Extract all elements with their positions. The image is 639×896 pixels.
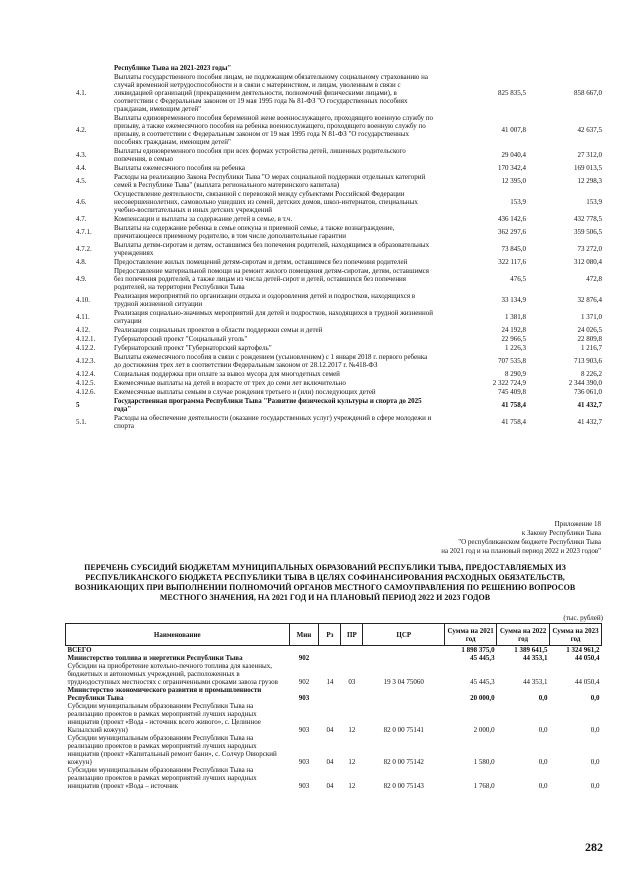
row-value-2023: 41 432,7 xyxy=(577,418,602,426)
row-number: 4.4. xyxy=(76,164,87,172)
cell-min: 903 xyxy=(298,782,310,790)
table-row xyxy=(66,646,602,655)
cell-sum-2022: 0,0 xyxy=(538,758,548,766)
list-row xyxy=(76,353,602,369)
list-row xyxy=(76,397,602,413)
row-value-2023: 1 371,0 xyxy=(581,313,602,321)
row-value-2022: 41 007,8 xyxy=(501,126,526,134)
cell-sum-2021: 1 898 375,0 xyxy=(461,646,495,654)
row-value-2023: 22 809,8 xyxy=(577,335,602,343)
cell-name: Субсидии муниципальным образованиям Республики Тыва на реализацию проектов в рамках мероприятий лучших народных инициатив (проект «Вода - источник всего живого», с. Целинное Кызылский кожуун) xyxy=(67,702,261,734)
table-header-row xyxy=(66,624,602,646)
row-text: Компенсации и выплаты за содержание детей в семье, в т.ч. xyxy=(114,215,293,223)
row-text: Ежемесячные выплаты семьям в случае рождения третьего и (или) последующих детей xyxy=(114,388,376,396)
cell-sum-2023: 0,0 xyxy=(590,726,600,734)
row-number: 4.10. xyxy=(76,296,90,304)
cell-sum-2021: 45 445,3 xyxy=(470,678,495,686)
row-text: Выплаты ежемесячного пособия на ребенка xyxy=(114,164,245,172)
list-row xyxy=(76,164,602,172)
cell-sum-2023: 0,0 xyxy=(590,694,600,702)
cell-sum-2023: 1 324 961,2 xyxy=(566,646,600,654)
cell-min: 902 xyxy=(298,654,310,662)
row-number: 4.12.5. xyxy=(76,379,96,387)
header-min: Мин xyxy=(289,624,319,646)
list-row xyxy=(76,414,602,430)
list-row xyxy=(76,292,602,308)
list-row xyxy=(76,173,602,189)
cell-min: 902 xyxy=(298,678,310,686)
cell-rz xyxy=(319,654,341,662)
row-value-2023: 858 667,0 xyxy=(574,89,602,97)
appendix-header xyxy=(241,520,601,556)
cell-pr xyxy=(341,686,363,702)
units-label: (тыс. рублей) xyxy=(563,614,603,622)
cell-pr: 12 xyxy=(348,758,356,766)
row-text: Реализация социальных проектов в области поддержки семьи и детей xyxy=(114,326,323,334)
list-row xyxy=(76,344,602,352)
row-number: 4.7.1. xyxy=(76,228,92,236)
cell-sum-2022: 0,0 xyxy=(538,782,548,790)
row-text: Ежемесячные выплаты на детей в возрасте от трех до семи лет включительно xyxy=(114,379,346,387)
list-row xyxy=(76,147,602,163)
row-value-2023: 32 876,4 xyxy=(577,296,602,304)
row-text: Выплаты на содержание ребенка в семье опекуна и приемной семье, а также вознаграждение, причитающееся приемному родителю, в том числе дополнительные гарантии xyxy=(114,224,395,240)
row-text: Губернаторский проект "Губернаторский картофель" xyxy=(114,344,272,352)
header-rz: Рз xyxy=(319,624,341,646)
row-value-2023: 42 637,5 xyxy=(577,126,602,134)
list-row xyxy=(76,370,602,378)
row-value-2023: 41 432,7 xyxy=(577,401,602,409)
header-csr: ЦСР xyxy=(363,624,445,646)
list-row xyxy=(76,241,602,257)
row-text: Реализация социально-значимых мероприятий для детей и подростков, находящихся в трудной жизненной ситуации xyxy=(114,309,434,325)
cell-csr: 82 0 00 75141 xyxy=(383,726,424,734)
row-value-2022: 322 117,6 xyxy=(498,258,526,266)
appendix-line-1: Приложение 18 xyxy=(554,520,601,528)
row-value-2023: 472,8 xyxy=(586,275,602,283)
cell-csr xyxy=(363,646,445,655)
page-number: 282 xyxy=(585,840,603,854)
cell-rz: 04 xyxy=(326,758,334,766)
cell-sum-2022: 0,0 xyxy=(538,694,548,702)
row-value-2023: 27 312,0 xyxy=(577,151,602,159)
cell-pr: 12 xyxy=(348,782,356,790)
row-number: 4.7.2. xyxy=(76,245,92,253)
list-row xyxy=(76,326,602,334)
cell-csr: 19 3 04 75060 xyxy=(383,678,424,686)
header-pr: ПР xyxy=(341,624,363,646)
list-heading: Республике Тыва на 2021-2023 годы" xyxy=(114,64,232,72)
cell-rz: 04 xyxy=(326,726,334,734)
row-value-2022: 33 134,9 xyxy=(501,296,526,304)
row-text: Расходы на реализацию Закона Республики Тыва "О мерах социальной поддержки отдельных категорий семей в Республике Тыва" (выплата регионального материнского капитала) xyxy=(114,173,426,189)
cell-name: ВСЕГО xyxy=(67,646,92,654)
list-row xyxy=(76,215,602,223)
list-row xyxy=(76,258,602,266)
cell-min: 903 xyxy=(298,758,310,766)
cell-rz: 14 xyxy=(326,678,334,686)
table-row xyxy=(66,734,602,766)
cell-sum-2023: 0,0 xyxy=(590,782,600,790)
row-number: 4.3. xyxy=(76,151,87,159)
list-heading-row xyxy=(76,64,602,72)
row-value-2023: 73 272,0 xyxy=(577,245,602,253)
row-text: Выплаты единовременного пособия беременной жене военнослужащего, проходящего военную службу по призыву, а также ежемесячного пособия на ребенка военнослужащего, проходящего военную службу по призыву, в соответствии с Федеральным законом от 19 мая 1995 года N 81-ФЗ "О государственных пособиях гражданам, имеющим детей" xyxy=(114,114,434,146)
cell-name: Субсидии муниципальным образованиям Республики Тыва на реализацию проектов в рамках мероприятий лучших народных инициатив (проект «Капитальный ремонт бани», с. Солчур Овюрский кожуун) xyxy=(67,734,277,766)
row-number: 5.1. xyxy=(76,418,87,426)
table-row xyxy=(66,686,602,702)
row-value-2022: 153,9 xyxy=(510,198,526,206)
cell-name: Министерство экономического развития и промышленности Республики Тыва xyxy=(67,686,262,702)
row-text: Предоставление жилых помещений детям-сиротам и детям, оставшимся без попечения родителей xyxy=(114,258,408,266)
cell-rz: 04 xyxy=(326,782,334,790)
row-value-2022: 41 758,4 xyxy=(501,418,526,426)
row-number: 5 xyxy=(76,401,80,409)
row-text: Губернаторский проект "Социальный уголь" xyxy=(114,335,248,343)
row-number: 4.7. xyxy=(76,215,87,223)
cell-sum-2022: 1 389 641,5 xyxy=(514,646,548,654)
row-number: 4.2. xyxy=(76,126,87,134)
list-row xyxy=(76,73,602,113)
cell-sum-2023: 44 050,4 xyxy=(575,654,600,662)
document-title: ПЕРЕЧЕНЬ СУБСИДИЙ БЮДЖЕТАМ МУНИЦИПАЛЬНЫХ ОБРАЗОВАНИЙ РЕСПУБЛИКИ ТЫВА, ПРЕДОСТАВЛЯЕМЫХ ИЗ РЕСПУБЛИКАНСКОГО БЮДЖЕТА РЕСПУБЛИКИ ТЫВА В ЦЕЛЯХ СОФИНАНСИРОВАНИЯ РАСХОДНЫХ ОБЯЗАТЕЛЬСТВ, ВОЗНИКАЮЩИХ ПРИ ВЫПОЛНЕНИИ ПОЛНОМОЧИЙ ОРГАНОВ МЕСТНОГО САМОУПРАВЛЕНИЯ ПО РЕШЕНИЮ ВОПРОСОВ МЕСТНОГО ЗНАЧЕНИЯ, НА 2021 ГОД И НА ПЛАНОВЫЙ ПЕРИОД 2022 И 2023 ГОДОВ xyxy=(74,563,576,602)
cell-csr: 82 0 00 75143 xyxy=(383,782,424,790)
header-sum-2021: Сумма на 2021 год xyxy=(445,624,497,646)
row-value-2022: 24 192,8 xyxy=(501,326,526,334)
cell-sum-2023: 0,0 xyxy=(590,758,600,766)
header-sum-2023: Сумма на 2023 год xyxy=(550,624,602,646)
row-value-2023: 432 778,5 xyxy=(574,215,602,223)
row-value-2022: 1 226,3 xyxy=(505,344,526,352)
cell-sum-2022: 0,0 xyxy=(538,726,548,734)
header-sum-2022: Сумма на 2022 год xyxy=(497,624,550,646)
row-value-2023: 736 061,0 xyxy=(574,388,602,396)
row-value-2023: 8 226,2 xyxy=(581,370,602,378)
row-value-2023: 169 013,5 xyxy=(574,164,602,172)
cell-sum-2021: 2 000,0 xyxy=(473,726,495,734)
row-value-2023: 12 298,3 xyxy=(577,177,602,185)
row-value-2022: 1 381,8 xyxy=(505,313,526,321)
row-value-2022: 745 409,8 xyxy=(498,388,526,396)
row-text: Осуществление деятельности, связанной с перевозкой между субъектами Российской Федерации несовершеннолетних, самовольно ушедших из семей, детских домов, школ-интернатов, специальных учебно-воспитательных и иных детских учреждений xyxy=(114,190,418,214)
row-value-2022: 29 040,4 xyxy=(501,151,526,159)
row-text: Социальная поддержка при оплате за вывоз мусора для многодетных семей xyxy=(114,370,340,378)
row-text: Выплаты детям-сиротам и детям, оставшимся без попечения родителей, находящимся в образовательных учреждениях xyxy=(114,241,430,257)
row-value-2023: 713 903,6 xyxy=(574,357,602,365)
row-text: Выплаты единовременного пособия при всех формах устройства детей, лишенных родительского попечения, в семью xyxy=(114,147,406,163)
list-row xyxy=(76,114,602,146)
row-value-2022: 476,5 xyxy=(510,275,526,283)
cell-csr xyxy=(363,686,445,702)
row-text: Расходы на обеспечение деятельности (оказание государственных услуг) учреждений в сфере молодежи и спорта xyxy=(114,414,432,430)
list-row xyxy=(76,190,602,214)
cell-sum-2021: 1 580,0 xyxy=(473,758,495,766)
cell-sum-2023: 44 050,4 xyxy=(575,678,600,686)
list-row xyxy=(76,267,602,291)
row-value-2023: 1 216,7 xyxy=(581,344,602,352)
row-number: 4.1. xyxy=(76,89,87,97)
appendix-line-2: к Закону Республики Тыва xyxy=(521,529,601,537)
row-value-2023: 24 026,5 xyxy=(577,326,602,334)
row-number: 4.8. xyxy=(76,258,87,266)
row-text: Государственная программа Республики Тыва "Развитие физической культуры и спорта до 2025 года" xyxy=(114,397,422,413)
cell-csr xyxy=(363,654,445,662)
appendix-line-3: "О республиканском бюджете Республики Тыва xyxy=(458,538,601,546)
row-number: 4.6. xyxy=(76,198,87,206)
row-value-2022: 8 290,9 xyxy=(505,370,526,378)
cell-pr xyxy=(341,646,363,655)
cell-sum-2022: 44 353,1 xyxy=(523,654,548,662)
row-value-2022: 22 966,5 xyxy=(501,335,526,343)
row-value-2022: 170 342,4 xyxy=(498,164,526,172)
cell-name: Субсидии муниципальным образованиям Республики Тыва на реализацию проектов в рамках мероприятий лучших народных инициатив (проект «Вода – источник xyxy=(67,766,257,790)
cell-pr xyxy=(341,654,363,662)
expenditure-list xyxy=(76,64,602,431)
row-value-2022: 436 142,6 xyxy=(498,215,526,223)
row-number: 4.12. xyxy=(76,326,90,334)
row-number: 4.12.1. xyxy=(76,335,96,343)
row-number: 4.12.4. xyxy=(76,370,96,378)
row-value-2022: 707 535,8 xyxy=(498,357,526,365)
row-value-2023: 312 080,4 xyxy=(574,258,602,266)
row-value-2022: 41 758,4 xyxy=(501,401,526,409)
list-row xyxy=(76,388,602,396)
cell-min xyxy=(289,646,319,655)
list-row xyxy=(76,309,602,325)
cell-sum-2021: 45 445,3 xyxy=(470,654,495,662)
row-text: Выплаты государственного пособия лицам, не подлежащим обязательному социальному страхованию на случай временной нетрудоспособности и в связи с материнством, и лицам, уволенным в связи с ликвидацией организаций (прекращением деятельности, полномочий физическими лицами), в соответствии с Федеральным законом от 19 мая 1995 года № 81-ФЗ "О государственных пособиях гражданам, имеющим детей" xyxy=(114,73,428,113)
cell-min: 903 xyxy=(298,726,310,734)
cell-sum-2021: 1 768,0 xyxy=(473,782,495,790)
appendix-line-4: на 2021 год и на плановый период 2022 и 2023 годов" xyxy=(441,547,601,555)
row-value-2022: 2 322 724,9 xyxy=(492,379,526,387)
cell-csr: 82 0 00 75142 xyxy=(383,758,424,766)
row-text: Выплаты ежемесячного пособия в связи с рождением (усыновлением) с 1 января 2018 г. первого ребенка до достижения трех лет в соответствии Федеральным законом от 28.12.2017 г. №418-ФЗ xyxy=(114,353,428,369)
table-row xyxy=(66,662,602,686)
row-number: 4.5. xyxy=(76,177,87,185)
cell-name: Субсидии на приобретение котельно-печного топлива для казенных, бюджетных и автономных учреждений, расположенных в труднодоступных местностях с ограниченными сроками завоза грузов xyxy=(67,662,278,686)
row-value-2022: 362 297,6 xyxy=(498,228,526,236)
list-row xyxy=(76,379,602,387)
row-text: Предоставление материальной помощи на ремонт жилого помещения детям-сиротам, детям, оставшимся без попечения родителей, а также лицам из числа детей-сирот и детей, оставшихся без попечения родителей, на территории Республики Тыва xyxy=(114,267,429,291)
row-text: Реализация мероприятий по организации отдыха и оздоровления детей и подростков, находящихся в трудной жизненной ситуации xyxy=(114,292,416,308)
cell-min: 903 xyxy=(298,694,310,702)
cell-sum-2022: 44 353,1 xyxy=(523,678,548,686)
cell-rz xyxy=(319,686,341,702)
row-value-2022: 825 835,5 xyxy=(498,89,526,97)
cell-rz xyxy=(319,646,341,655)
row-number: 4.12.2. xyxy=(76,344,96,352)
row-value-2023: 2 344 390,0 xyxy=(568,379,602,387)
cell-sum-2021: 20 000,0 xyxy=(470,694,495,702)
cell-pr: 12 xyxy=(348,726,356,734)
row-number: 4.9. xyxy=(76,275,87,283)
row-number: 4.12.6. xyxy=(76,388,96,396)
table-row xyxy=(66,654,602,662)
table-row xyxy=(66,766,602,790)
table-row xyxy=(66,702,602,734)
row-value-2023: 153,9 xyxy=(586,198,602,206)
row-value-2022: 12 395,0 xyxy=(501,177,526,185)
cell-pr: 03 xyxy=(348,678,356,686)
row-value-2022: 73 845,0 xyxy=(501,245,526,253)
header-name: Наименование xyxy=(66,624,290,646)
subsidies-table xyxy=(65,623,602,790)
row-number: 4.11. xyxy=(76,313,90,321)
list-row xyxy=(76,224,602,240)
list-row xyxy=(76,335,602,343)
cell-name: Министерство топлива и энергетики Республики Тыва xyxy=(67,654,243,662)
row-value-2023: 359 506,5 xyxy=(574,228,602,236)
row-number: 4.12.3. xyxy=(76,357,96,365)
